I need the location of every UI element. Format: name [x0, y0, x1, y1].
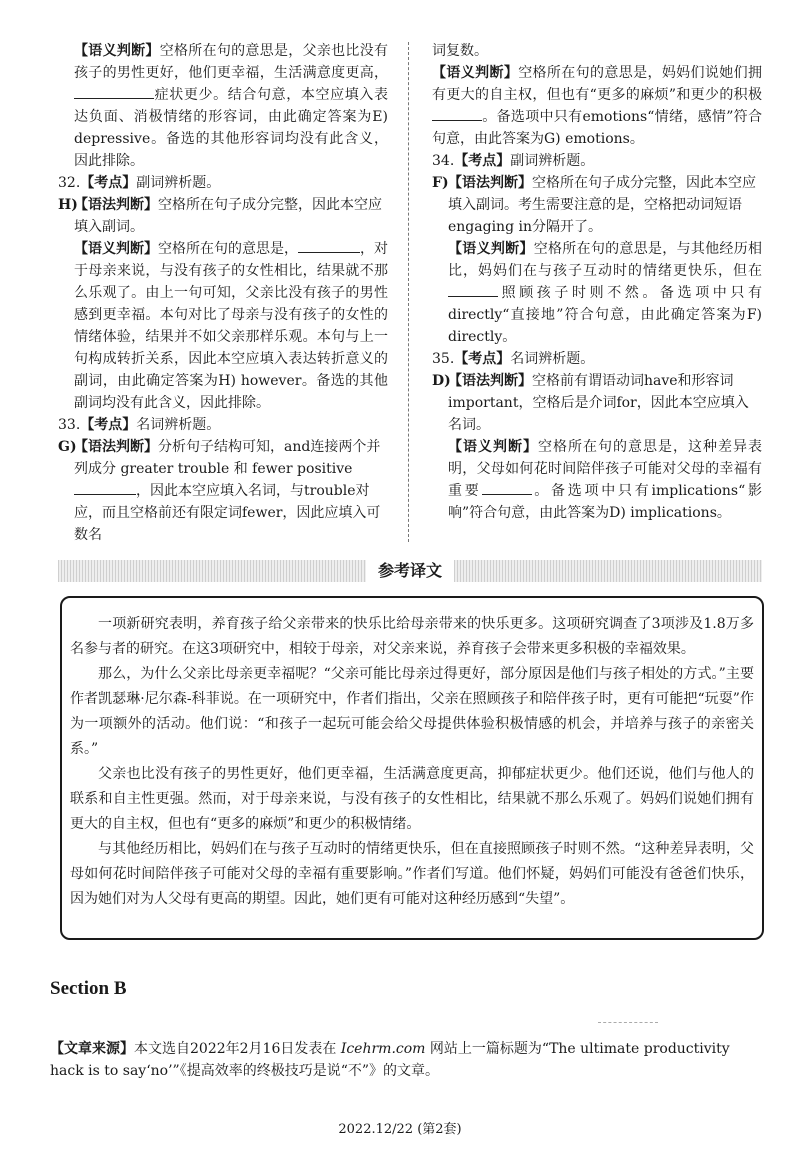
q32-grammar-analysis: H) 【语法判断】空格所在句子成分完整，因此本空应填入副词。: [58, 197, 382, 235]
answer-blank: [298, 238, 360, 253]
q34-grammar-analysis: F) 【语法判断】空格所在句子成分完整，因此本空应填入副词。考生需要注意的是，空格把动词短语engaging in分隔开了。: [432, 175, 756, 235]
answer-blank: [432, 106, 482, 121]
translation-box: [60, 596, 764, 940]
answer-blank: [74, 480, 136, 495]
q32-semantic-analysis: 【语义判断】空格所在句的意思是， ，对于母亲来说，与没有孩子的女性相比，结果就不那么乐观了。由上一句可知，父亲比没有孩子的男性感到更幸福。本句对比了母亲与没有孩子的女性的情绪体验，结果并不如父亲那样乐观。本句与上一句构成转折关系，因此本空应填入表达转折意义的副词，由此确定答案为H) however。备选的其他副词均没有此含义，因此排除。: [58, 238, 388, 414]
q33-continuation: 词复数。: [432, 43, 488, 59]
translation-paragraph-1: 一项新研究表明，养育孩子给父亲带来的快乐比给母亲带来的快乐更多。这项研究调查了3项涉及1.8万多名参与者的研究。在这3项研究中，相较于母亲，对父亲来说，养育孩子会带来更多积极的幸福效果。: [70, 616, 754, 657]
translation-banner: [58, 560, 762, 582]
section-b-heading: Section B: [50, 978, 127, 999]
right-column: [432, 40, 762, 524]
translation-paragraph-4: 与其他经历相比，妈妈们在与孩子互动时的情绪更快乐，但在直接照顾孩子时则不然。“这种差异表明，父母如何花时间陪伴孩子可能对父母的幸福有重要影响。”作者们写道。他们怀疑，妈妈们可能没有爸爸们快乐，因为她们对为人父母有更高的期望。因此，她们更有可能对这种经历感到“失望”。: [70, 841, 754, 907]
q34-topic: 34.【考点】副词辨析题。: [432, 153, 595, 169]
translation-paragraph-3: 父亲也比没有孩子的男性更好，他们更幸福，生活满意度更高，抑郁症状更少。他们还说，他们与他人的联系和自主性更强。然而，对于母亲来说，与没有孩子的女性相比，结果就不那么乐观了。妈妈们说她们拥有更大的自主权，但也有“更多的麻烦”和更少的积极情绪。: [70, 766, 754, 832]
q33-grammar-analysis: G) 【语法判断】分析句子结构可知，and连接两个并列成分 greater trouble 和 fewer positive，因此本空应填入名词，与trouble对应，而且空格前还有限定词fewer，因此应填入可数名: [58, 439, 381, 543]
q32-topic: 32.【考点】副词辨析题。: [58, 175, 221, 191]
page-footer: 2022.12/22 (第2套): [338, 1122, 462, 1137]
q33-topic: 33.【考点】名词辨析题。: [58, 417, 221, 433]
answer-blank: [74, 84, 154, 99]
q35-grammar-analysis: D) 【语法判断】空格前有谓语动词have和形容词important，空格后是介词for，因此本空应填入名词。: [432, 373, 749, 433]
q35-topic: 35.【考点】名词辨析题。: [432, 351, 595, 367]
q34-semantic-analysis: 【语义判断】空格所在句的意思是，与其他经历相比，妈妈们在与孩子互动时的情绪更快乐，但在照顾孩子时则不然。备选项中只有directly“直接地”符合句意，由此确定答案为F) directly。: [448, 241, 763, 345]
left-column: [58, 40, 388, 546]
answer-blank: [482, 480, 532, 495]
article-source: 【文章来源】本文选自2022年2月16日发表在 Icehrm.com 网站上一篇标题为“The ultimate productivity hack is to say‘no’”《提高效率的终极技巧是说“不”》的文章。: [50, 1041, 730, 1079]
q35-semantic-analysis: 【语义判断】空格所在句的意思是，这种差异表明，父母如何花时间陪伴孩子可能对父母的幸福有重要 。备选项中只有implications“影响”符合句意，由此答案为D) implications。: [448, 439, 762, 521]
column-divider: [408, 42, 409, 542]
q33-semantic-analysis: 【语义判断】空格所在句的意思是，妈妈们说她们拥有更大的自主权，但也有“更多的麻烦”和更少的积极。备选项中只有emotions“情绪，感情”符合句意，由此答案为G) emotions。: [432, 65, 763, 147]
translation-heading: 参考译文: [366, 560, 454, 582]
decorative-dash: [598, 1022, 658, 1023]
q31-semantic-analysis: 【语义判断】空格所在句的意思是，父亲也比没有孩子的男性更好，他们更幸福，生活满意度更高，症状更少。结合句意，本空应填入表达负面、消极情绪的形容词，由此确定答案为E) depressive。备选的其他形容词均没有此含义，因此排除。: [74, 43, 389, 169]
translation-paragraph-2: 那么，为什么父亲比母亲更幸福呢？“父亲可能比母亲过得更好，部分原因是他们与孩子相处的方式。”主要作者凯瑟琳·尼尔森-科菲说。在一项研究中，作者们指出，父亲在照顾孩子和陪伴孩子时，更有可能把“玩耍”作为一项额外的活动。他们说：“和孩子一起玩可能会给父母提供体验积极情感的机会，并培养与孩子的亲密关系。”: [70, 666, 754, 757]
answer-blank: [448, 282, 498, 297]
